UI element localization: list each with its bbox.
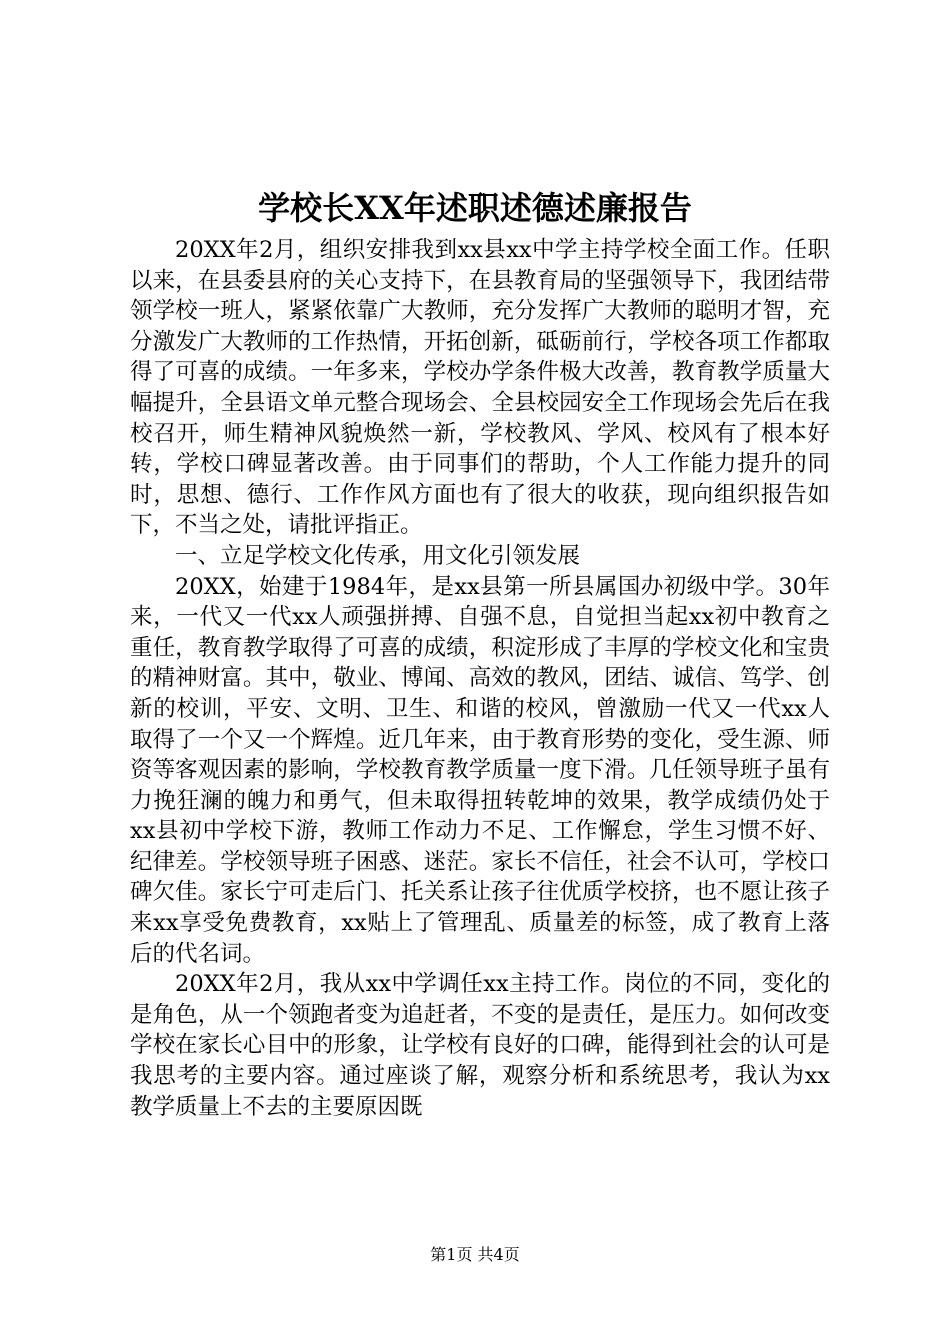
page-number-footer: 第1页 共4页: [430, 1245, 520, 1264]
document-body: [130, 235, 830, 1122]
document-title: 学校长XX年述职述德述廉报告: [258, 189, 692, 227]
paragraph-school-history: 20XX，始建于1984年，是xx县第一所县属国办初级中学。30年来，一代又一代xx人顽强拼搏、自强不息，自觉担当起xx初中教育之重任，教育教学取得了可喜的成绩，积淀形成了丰厚的学校文化和宝贵的精神财富。其中，敬业、博闻、高效的教风，团结、诚信、笃学、创新的校训，平安、文明、卫生、和谐的校风，曾激励一代又一代xx人取得了一个又一个辉煌。近几年来，由于教育形势的变化，受生源、师资等客观因素的影响，学校教育教学质量一度下滑。几任领导班子虽有力挽狂澜的魄力和勇气，但未取得扭转乾坤的效果，教学成绩仍处于xx县初中学校下游，教师工作动力不足、工作懈怠，学生习惯不好、纪律差。学校领导班子困惑、迷茫。家长不信任，社会不认可，学校口碑欠佳。家长宁可走后门、托关系让孩子往优质学校挤，也不愿让孩子来xx享受免费教育，xx贴上了管理乱、质量差的标签，成了教育上落后的代名词。: [130, 573, 830, 967]
paragraph-intro: 20XX年2月，组织安排我到xx县xx中学主持学校全面工作。任职以来，在县委县府的关心支持下，在县教育局的坚强领导下，我团结带领学校一班人，紧紧依靠广大教师，充分发挥广大教师的聪明才智，充分激发广大教师的工作热情，开拓创新，砥砺前行，学校各项工作都取得了可喜的成绩。一年多来，学校办学条件极大改善，教育教学质量大幅提升，全县语文单元整合现场会、全县校园安全工作现场会先后在我校召开，师生精神风貌焕然一新，学校教风、学风、校风有了根本好转，学校口碑显著改善。由于同事们的帮助，个人工作能力提升的同时，思想、德行、工作作风方面也有了很大的收获，现向组织报告如下，不当之处，请批评指正。: [130, 237, 830, 539]
section-heading-1: 一、立足学校文化传承，用文化引领发展: [175, 542, 581, 569]
paragraph-appointment: 20XX年2月，我从xx中学调任xx主持工作。岗位的不同，变化的是角色，从一个领跑者变为追赶者，不变的是责任，是压力。如何改变学校在家长心目中的形象，让学校有良好的口碑，能得到社会的认可是我思考的主要内容。通过座谈了解，观察分析和系统思考，我认为xx教学质量上不去的主要原因既: [130, 971, 830, 1120]
